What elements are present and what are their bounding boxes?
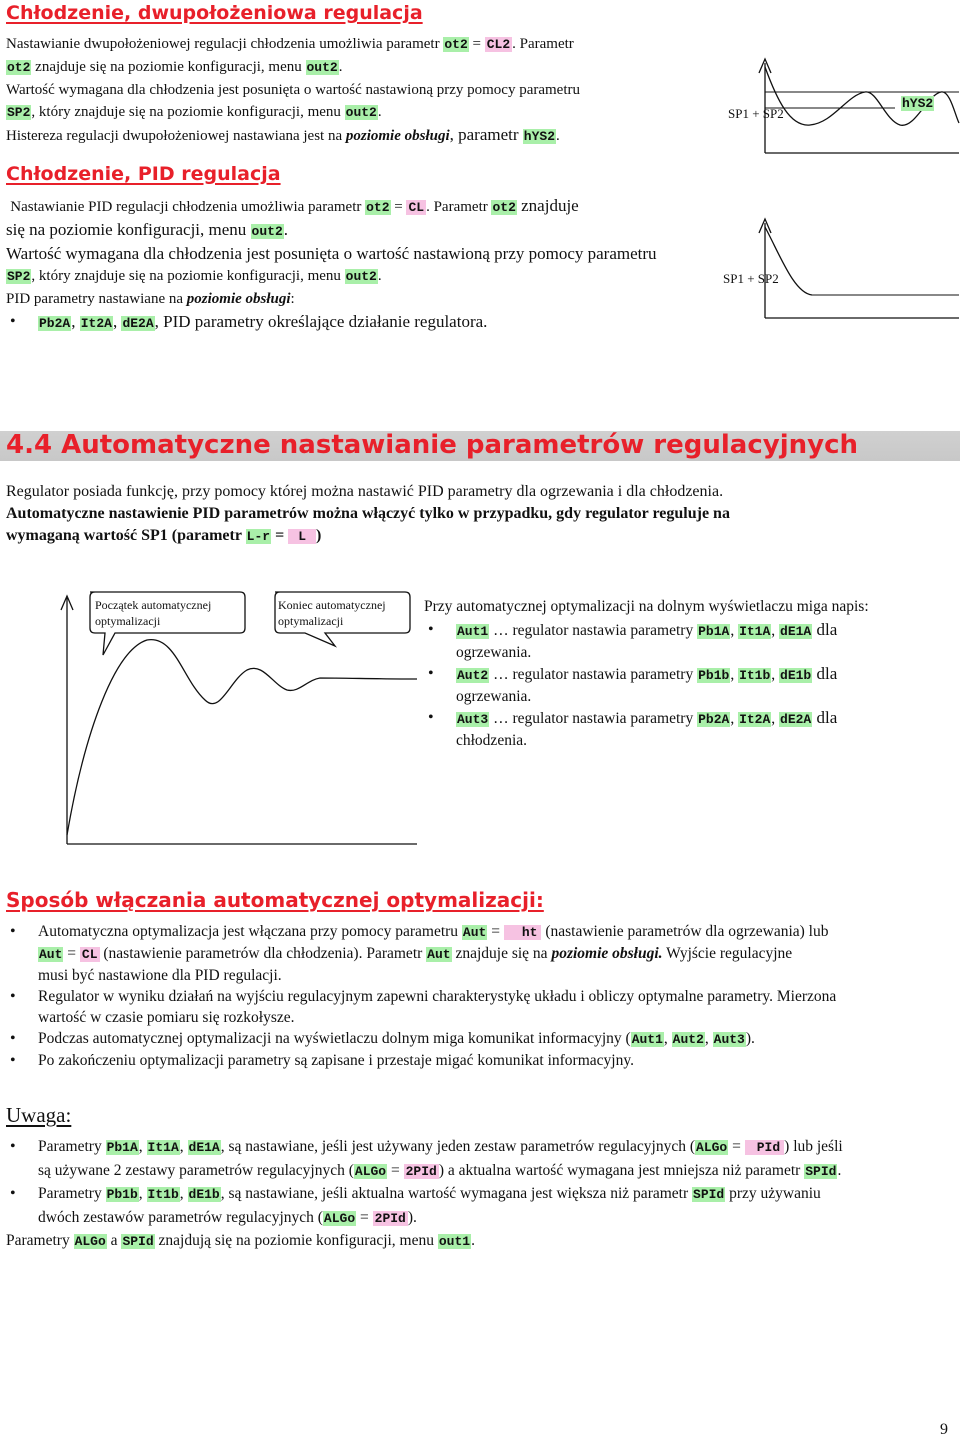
param-de2a: dE2A [122, 316, 154, 331]
list-item: • Po zakończeniu optymalizacji parametry są zapisane i przestaje migać komunikat informacyjny. [6, 1050, 951, 1071]
section-title-onoff-cooling: Chłodzenie, dwupołożeniowa regulacja [6, 2, 423, 24]
list-item: • Aut1 … regulator nastawia parametry Pb1A, It1A, dE1A dla ogrzewania. [424, 619, 924, 663]
list-item: • Automatyczna optymalizacja jest włączana przy pomocy parametru Aut = ht (nastawienie parametrów dla ogrzewania) lub Aut = CL (nastawienie parametrów dla chłodzenia). Parametr Aut znajduje się na poziomie obsługi. Wyjście regulacyjne musi być nastawione dla PID regulacji. [6, 921, 951, 986]
menu-out2: out2 [306, 60, 338, 75]
param-spid: SPId [693, 1187, 725, 1202]
list-item: • Parametry Pb1A, It1A, dE1A, są nastawiane, jeśli jest używany jeden zestaw parametrów regulacyjnych (ALGo = PId ) lub jeśli są używane 2 zestawy parametrów regulacyjnych (ALGo = 2PId ) a aktualna wartość wymagana jest mniejsza niż parametr SPId. [6, 1136, 951, 1183]
autotune-intro: Regulator posiada funkcję, przy pomocy której można nastawić PID parametry dla ogrzewania i dla chłodzenia. Automatyczne nastawienie PID parametrów można włączyć tylko w przypadku, gdy regulator reguluje na wymaganą wartość SP1 (parametr L-r = L ) [6, 483, 730, 544]
note-list: • Parametry Pb1A, It1A, dE1A, są nastawiane, jeśli jest używany jeden zestaw parametrów regulacyjnych (ALGo = PId ) lub jeśli są używane 2 zestawy parametrów regulacyjnych (ALGo = 2PId ) a aktualna wartość wymagana jest mniejsza niż parametr SPId. • Parametry Pb1b, It1b, dE1b, są nastawiane, jeśli aktualna wartość wymagana jest większa niż parametr SPId przy używaniu dwóch zestawów parametrów regulacyjnych (ALGo = 2PId ). Parametry ALGo a SPId znajdują się na poziomie konfiguracji, menu out1. [6, 1136, 951, 1254]
msg-aut3: Aut3 [457, 712, 489, 727]
param-aut: Aut [427, 947, 451, 962]
list-item: • Parametry Pb1b, It1b, dE1b, są nastawiane, jeśli aktualna wartość wymagana jest większa niż parametr SPId przy używaniu dwóch zestawów parametrów regulacyjnych (ALGo = 2PId ). [6, 1183, 951, 1230]
param-ot2: ot2 [492, 200, 516, 215]
process-curve [67, 640, 417, 835]
pid-cooling-text: Nastawianie PID regulacji chłodzenia umożliwia parametr ot2 = CL . Parametr ot2 znajduje się na poziomie konfiguracji, menu out2. Wartość wymagana dla chłodzenia jest posunięta o wartość nastawioną przy pomocy parametru SP2, który znajduje się na poziomie konfiguracji, menu out2. PID parametry nastawiane na poziomie obsługi: • Pb2A, It2A, dE2A, PID parametry określające działanie regulatora. [6, 195, 706, 335]
fig2-sp-label: SP1 + SP2 [723, 271, 779, 286]
param-l-r: L-r [246, 529, 271, 544]
param-sp2: SP2 [7, 105, 31, 120]
section-title-enable-autotune: Sposób włączania automatycznej optymalizacji: [6, 888, 544, 912]
value-2pid: 2PId [374, 1210, 406, 1226]
param-sp2: SP2 [7, 269, 31, 284]
fig1-hys-label: hYS2 [902, 96, 934, 111]
param-aut: Aut [39, 947, 63, 962]
value-cl: CL [81, 947, 98, 962]
callout-start-text: Początek automatycznej optymalizacji [95, 598, 212, 628]
param-ot2: ot2 [366, 200, 390, 215]
callout-end-text: Koniec automatycznej optymalizacji [278, 598, 386, 628]
param-spid: SPId [122, 1234, 154, 1249]
value-l: L [288, 529, 316, 544]
autotune-figure [35, 590, 420, 850]
param-it2a: It2A [80, 316, 112, 331]
list-item: • Aut3 … regulator nastawia parametry Pb2A, It2A, dE2A dla chłodzenia. [424, 707, 924, 751]
list-item: • Aut2 … regulator nastawia parametry Pb1b, It1b, dE1b dla ogrzewania. [424, 663, 924, 707]
pid-cooling-figure [712, 215, 960, 325]
msg-aut2: Aut2 [457, 668, 489, 683]
msg-aut1: Aut1 [457, 624, 489, 639]
param-spid: SPId [805, 1163, 837, 1179]
list-item: • Regulator w wyniku działań na wyjściu regulacyjnym zapewni charakterystykę układu i obliczy optymalne parametry. Mierzona wartość w czasie pomiaru się rozkołysze. [6, 986, 951, 1028]
menu-out2: out2 [345, 269, 377, 284]
param-algo: ALGo [354, 1163, 387, 1179]
msg-aut3: Aut3 [713, 1032, 745, 1047]
msg-aut2: Aut2 [672, 1032, 704, 1047]
menu-out2: out2 [251, 224, 283, 239]
section-title-autotune: 4.4 Automatyczne nastawianie parametrów regulacyjnych [6, 430, 858, 460]
value-pid: PId [745, 1140, 784, 1155]
msg-aut1: Aut1 [631, 1032, 663, 1047]
list-item: • Podczas automatycznej optymalizacji na wyświetlaczu dolnym miga komunikat informacyjny (Aut1, Aut2, Aut3). [6, 1028, 951, 1050]
value-ht: ht [504, 925, 542, 940]
param-algo: ALGo [323, 1210, 356, 1226]
param-ot2: ot2 [7, 60, 31, 75]
value-cl: CL [408, 200, 425, 215]
param-pb2a: Pb2A [39, 316, 71, 331]
param-hys2: hYS2 [523, 129, 556, 144]
menu-out2: out2 [345, 105, 377, 120]
section-title-pid-cooling: Chłodzenie, PID regulacja [6, 163, 281, 185]
param-algo: ALGo [74, 1234, 106, 1249]
param-aut: Aut [462, 925, 487, 940]
note-title: Uwaga: [6, 1103, 72, 1127]
value-cl2: CL2 [486, 37, 511, 52]
onoff-cooling-text: Nastawianie dwupołożeniowej regulacji chłodzenia umożliwia parametr ot2 = CL2 . Parametr ot2 znajduje się na poziomie konfiguracji, menu out2. Wartość wymagana dla chłodzenia jest posunięta o wartość nastawioną przy pomocy parametru SP2, który znajduje się na poziomie konfiguracji, menu out2. Histereza regulacji dwupołożeniowej nastawiana jest na poziomie obsługi, parametr hYS2. [6, 36, 581, 144]
fig1-sp-label: SP1 + SP2 [728, 106, 784, 121]
value-2pid: 2PId [405, 1163, 437, 1179]
enable-autotune-list [6, 921, 951, 1071]
param-ot2: ot2 [444, 37, 468, 52]
page-number: 9 [940, 1421, 948, 1438]
autotune-messages: Przy automatycznej optymalizacji na dolnym wyświetlaczu miga napis: • Aut1 … regulator nastawia parametry Pb1A, It1A, dE1A dla ogrzewania. • Aut2 … regulator nastawia parametry Pb1b, It1b, dE1b dla ogrzewania. • Aut3 … regulator nastawia parametry Pb2A, It2A, dE2A dla chłodzenia. [424, 596, 924, 751]
param-algo: ALGo [696, 1140, 728, 1155]
menu-out1: out1 [438, 1234, 471, 1249]
